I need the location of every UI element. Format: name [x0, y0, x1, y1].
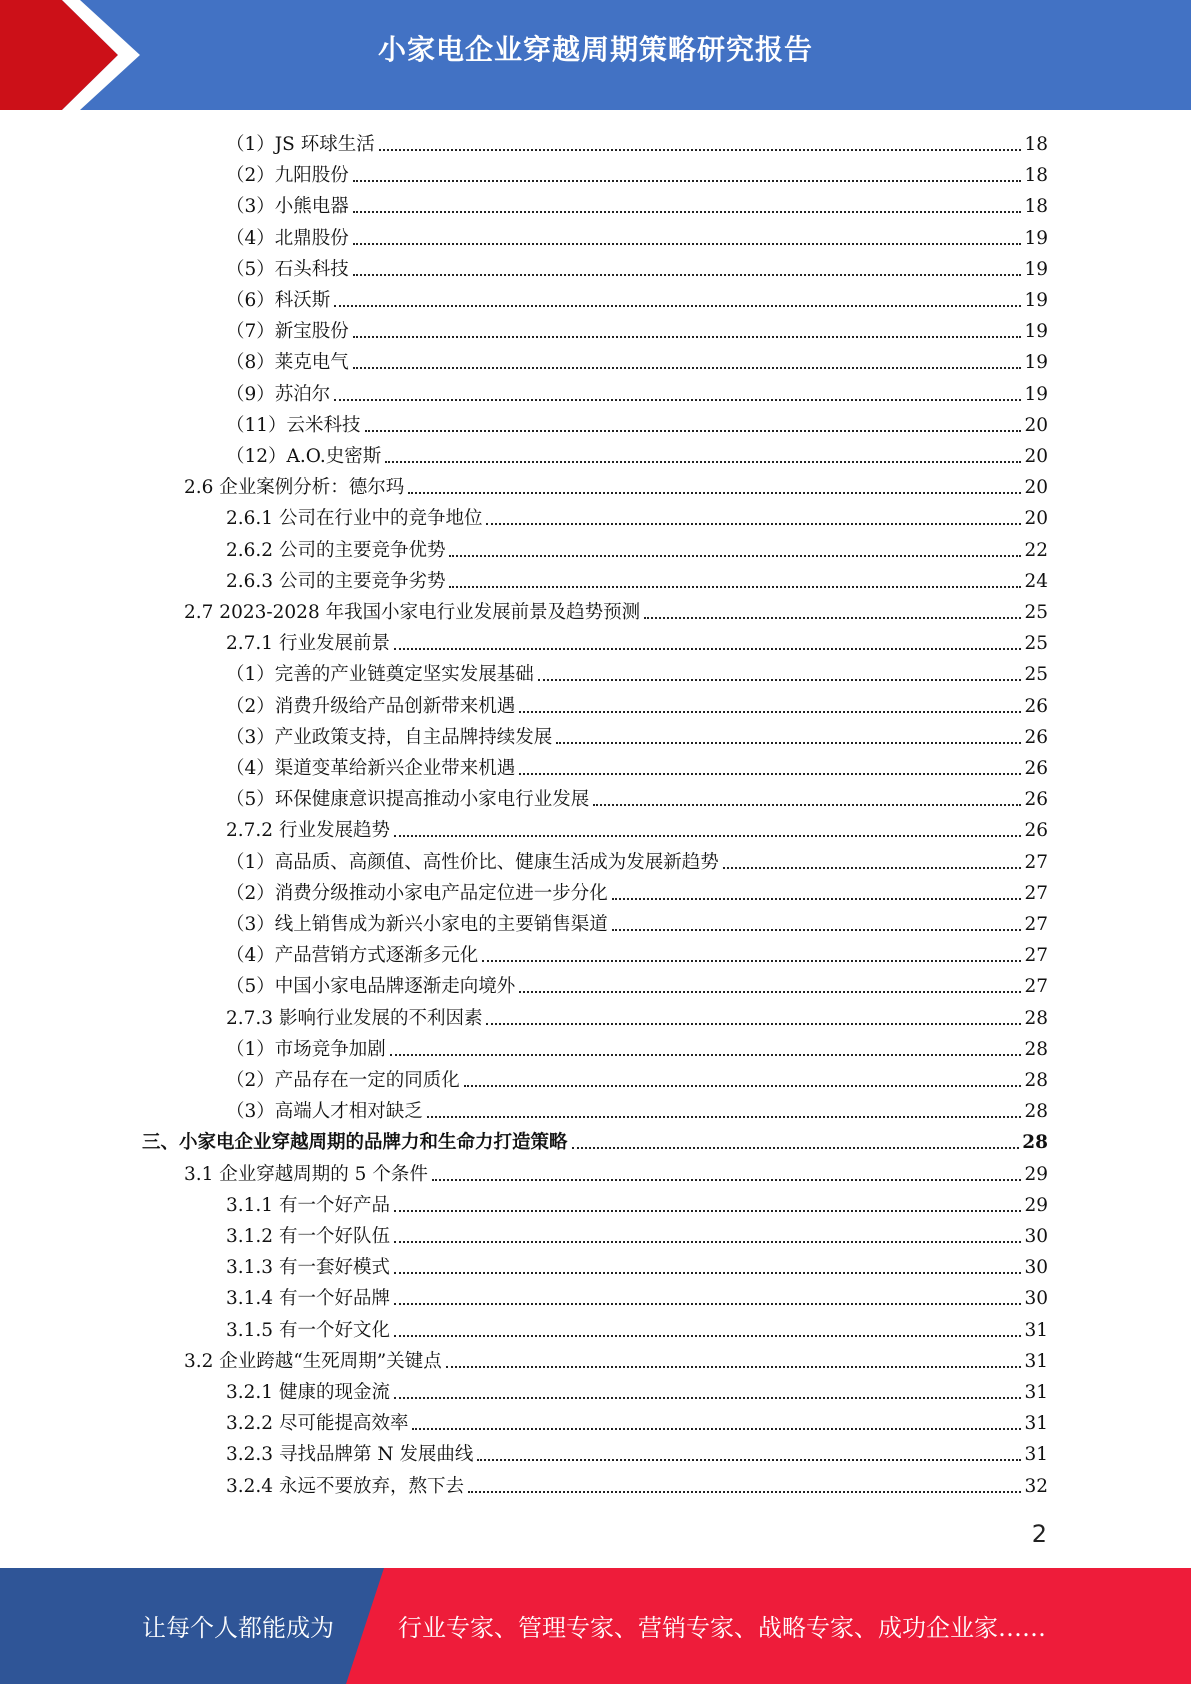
- toc-entry[interactable]: [226, 1470, 1048, 1500]
- toc-entry[interactable]: [226, 128, 1048, 158]
- toc-entry-page: 20: [1024, 414, 1048, 436]
- toc-leader-dots: [365, 430, 1022, 432]
- toc-entry[interactable]: [226, 1314, 1048, 1344]
- toc-entry[interactable]: [226, 877, 1048, 907]
- report-title: 小家电企业穿越周期策略研究报告: [377, 33, 813, 66]
- toc-entry[interactable]: [226, 1251, 1048, 1281]
- toc-entry[interactable]: [226, 346, 1048, 376]
- toc-leader-dots: [394, 1241, 1021, 1243]
- toc-entry-page: 27: [1024, 851, 1048, 873]
- toc-leader-dots: [593, 804, 1021, 806]
- toc-entry-title: （9）苏泊尔: [226, 383, 331, 405]
- toc-entry-title: 2.7.3 影响行业发展的不利因素: [226, 1007, 483, 1029]
- toc-entry-title: （11）云米科技: [226, 414, 361, 436]
- toc-entry-page: 30: [1024, 1257, 1048, 1279]
- toc-leader-dots: [385, 461, 1021, 463]
- toc-entry-page: 18: [1024, 196, 1048, 218]
- toc-entry-page: 19: [1024, 227, 1048, 249]
- toc-entry-page: 20: [1024, 446, 1048, 467]
- toc-leader-dots: [468, 1491, 1021, 1493]
- page-footer: [0, 1568, 1191, 1684]
- toc-leader-dots: [432, 1179, 1022, 1181]
- toc-entry[interactable]: [226, 284, 1048, 314]
- toc-leader-dots: [572, 1147, 1020, 1149]
- toc-entry-page: 28: [1024, 1038, 1048, 1060]
- toc-entry-page: 22: [1024, 539, 1048, 561]
- toc-entry-page: 29: [1024, 1163, 1048, 1185]
- toc-leader-dots: [394, 1272, 1021, 1274]
- toc-entry-title: （3）产业政策支持，自主品牌持续发展: [226, 726, 553, 748]
- footer-slogan-left: 让每个人都能成为: [142, 1614, 334, 1642]
- toc-entry[interactable]: [226, 814, 1048, 844]
- toc-entry-title: 2.6.1 公司在行业中的竞争地位: [226, 508, 483, 530]
- toc-entry[interactable]: [142, 1126, 1048, 1156]
- toc-entry[interactable]: [226, 783, 1048, 813]
- toc-entry-title: 3.2.1 健康的现金流: [226, 1382, 390, 1403]
- toc-entry-page: 26: [1024, 695, 1048, 717]
- toc-entry-page: 18: [1024, 165, 1048, 187]
- toc-leader-dots: [612, 898, 1022, 900]
- toc-entry-title: （1）市场竞争加剧: [226, 1038, 386, 1060]
- toc-entry[interactable]: [226, 908, 1048, 938]
- toc-entry-title: 2.7.1 行业发展前景: [226, 633, 390, 655]
- toc-entry[interactable]: [226, 1064, 1048, 1094]
- toc-entry-page: 32: [1024, 1475, 1048, 1497]
- toc-leader-dots: [556, 742, 1021, 744]
- toc-entry-title: 2.7 2023-2028 年我国小家电行业发展前景及趋势预测: [184, 602, 641, 623]
- toc-entry-title: 3.1.3 有一套好模式: [226, 1257, 390, 1279]
- toc-entry[interactable]: [184, 1158, 1048, 1188]
- toc-entry-page: 24: [1024, 570, 1048, 592]
- toc-entry-title: （6）科沃斯: [226, 290, 331, 311]
- toc-leader-dots: [427, 1116, 1022, 1118]
- toc-entry[interactable]: [184, 596, 1048, 626]
- toc-leader-dots: [334, 305, 1021, 307]
- toc-entry[interactable]: [226, 253, 1048, 283]
- toc-entry-title: （3）小熊电器: [226, 196, 349, 218]
- toc-entry-title: 3.2.2 尽可能提高效率: [226, 1413, 409, 1435]
- toc-entry-page: 19: [1024, 352, 1048, 374]
- toc-leader-dots: [449, 555, 1021, 557]
- toc-entry[interactable]: [226, 440, 1048, 470]
- toc-leader-dots: [538, 679, 1022, 681]
- toc-entry-title: （5）石头科技: [226, 258, 349, 280]
- toc-leader-dots: [644, 617, 1021, 619]
- toc-entry-page: 28: [1022, 1132, 1048, 1154]
- toc-leader-dots: [412, 1428, 1021, 1430]
- toc-entry-page: 28: [1024, 1007, 1048, 1029]
- toc-leader-dots: [394, 1397, 1021, 1399]
- toc-entry-title: （8）莱克电气: [226, 352, 349, 374]
- toc-entry-page: 27: [1024, 976, 1048, 998]
- toc-entry[interactable]: [226, 315, 1048, 345]
- toc-leader-dots: [379, 149, 1022, 151]
- toc-leader-dots: [477, 1459, 1021, 1461]
- toc-entry[interactable]: [226, 222, 1048, 252]
- toc-entry-page: 25: [1024, 664, 1048, 686]
- toc-leader-dots: [446, 1366, 1022, 1368]
- toc-entry-title: 3.2.4 永远不要放弃，熬下去: [226, 1475, 464, 1497]
- toc-leader-dots: [486, 523, 1021, 525]
- toc-entry-title: 2.6.3 公司的主要竞争劣势: [226, 570, 446, 592]
- toc-entry[interactable]: [226, 939, 1048, 969]
- toc-leader-dots: [394, 648, 1021, 650]
- toc-leader-dots: [394, 1335, 1021, 1337]
- toc-entry-title: （2）产品存在一定的同质化: [226, 1070, 460, 1091]
- toc-entry-page: 25: [1024, 602, 1048, 623]
- toc-entry-title: （2）消费升级给产品创新带来机遇: [226, 695, 516, 717]
- toc-entry-page: 19: [1024, 258, 1048, 280]
- toc-entry-title: （2）九阳股份: [226, 165, 349, 187]
- toc-entry-title: 3.2.3 寻找品牌第 N 发展曲线: [226, 1444, 474, 1466]
- toc-entry[interactable]: [226, 1220, 1048, 1250]
- toc-entry-title: （4）渠道变革给新兴企业带来机遇: [226, 758, 516, 779]
- toc-entry-page: 26: [1024, 758, 1048, 779]
- toc-entry-page: 29: [1024, 1194, 1048, 1216]
- toc-entry-title: 2.6 企业案例分析：德尔玛: [184, 477, 405, 499]
- toc-leader-dots: [449, 586, 1021, 588]
- toc-leader-dots: [353, 243, 1022, 245]
- toc-entry[interactable]: [226, 1002, 1048, 1032]
- toc-entry[interactable]: [226, 627, 1048, 657]
- toc-entry-title: 三、小家电企业穿越周期的品牌力和生命力打造策略: [142, 1132, 568, 1154]
- toc-leader-dots: [408, 492, 1021, 494]
- toc-entry-title: 3.1.1 有一个好产品: [226, 1194, 390, 1216]
- toc-leader-dots: [482, 960, 1021, 962]
- toc-entry-title: 3.1.4 有一个好品牌: [226, 1288, 390, 1310]
- toc-entry-page: 30: [1024, 1288, 1048, 1310]
- toc-entry[interactable]: [226, 190, 1048, 220]
- toc-entry[interactable]: [226, 1189, 1048, 1219]
- toc-entry-page: 28: [1024, 1070, 1048, 1091]
- toc-entry[interactable]: [226, 159, 1048, 189]
- toc-leader-dots: [612, 929, 1022, 931]
- toc-entry-page: 27: [1024, 882, 1048, 904]
- toc-entry-title: 3.1 企业穿越周期的 5 个条件: [184, 1163, 428, 1185]
- toc-entry-title: （5）中国小家电品牌逐渐走向境外: [226, 976, 516, 998]
- toc-leader-dots: [353, 367, 1022, 369]
- toc-entry-page: 31: [1024, 1413, 1048, 1435]
- toc-entry-page: 25: [1024, 633, 1048, 655]
- toc-leader-dots: [723, 867, 1022, 869]
- toc-leader-dots: [519, 991, 1021, 993]
- toc-entry-title: （4）北鼎股份: [226, 227, 349, 249]
- toc-entry[interactable]: [184, 1345, 1048, 1375]
- toc-entry-title: （2）消费分级推动小家电产品定位进一步分化: [226, 882, 608, 904]
- toc-entry[interactable]: [226, 378, 1048, 408]
- toc-entry-title: （12）A.O.史密斯: [226, 446, 382, 467]
- toc-entry-page: 20: [1024, 477, 1048, 499]
- toc-leader-dots: [464, 1085, 1022, 1087]
- toc-entry[interactable]: [226, 690, 1048, 720]
- toc-entry[interactable]: [226, 1033, 1048, 1063]
- toc-entry-title: （7）新宝股份: [226, 321, 349, 343]
- toc-entry-page: 26: [1024, 820, 1048, 842]
- toc-entry-title: 3.1.5 有一个好文化: [226, 1319, 390, 1341]
- toc-leader-dots: [394, 835, 1021, 837]
- toc-leader-dots: [519, 773, 1021, 775]
- toc-entry-page: 18: [1024, 134, 1048, 155]
- toc-leader-dots: [394, 1210, 1021, 1212]
- toc-entry[interactable]: [184, 471, 1048, 501]
- toc-entry-page: 26: [1024, 789, 1048, 811]
- page-number: 2: [1031, 1520, 1047, 1548]
- toc-entry[interactable]: [226, 1282, 1048, 1312]
- toc-entry-page: 31: [1024, 1350, 1048, 1372]
- toc-entry[interactable]: [226, 565, 1048, 595]
- toc-entry-page: 26: [1024, 726, 1048, 748]
- toc-leader-dots: [390, 1054, 1022, 1056]
- toc-entry-page: 31: [1024, 1382, 1048, 1403]
- toc-entry-title: （1）JS 环球生活: [226, 134, 375, 155]
- toc-entry-title: （5）环保健康意识提高推动小家电行业发展: [226, 789, 590, 811]
- toc-entry-title: （3）高端人才相对缺乏: [226, 1101, 423, 1123]
- toc-entry-page: 30: [1024, 1226, 1048, 1247]
- toc-entry-page: 19: [1024, 290, 1048, 311]
- toc-entry-page: 28: [1024, 1101, 1048, 1123]
- toc-entry[interactable]: [226, 1407, 1048, 1437]
- toc-entry-page: 31: [1024, 1319, 1048, 1341]
- toc-leader-dots: [353, 274, 1022, 276]
- page-header: [0, 0, 1191, 110]
- toc-entry-title: 2.6.2 公司的主要竞争优势: [226, 539, 446, 561]
- toc-entry-title: 3.1.2 有一个好队伍: [226, 1226, 390, 1247]
- toc-entry[interactable]: [226, 409, 1048, 439]
- toc-entry[interactable]: [226, 1095, 1048, 1125]
- toc-entry[interactable]: [226, 721, 1048, 751]
- toc-entry[interactable]: [226, 658, 1048, 688]
- toc-entry-title: 2.7.2 行业发展趋势: [226, 820, 390, 842]
- toc-entry[interactable]: [226, 846, 1048, 876]
- toc-entry[interactable]: [226, 1376, 1048, 1406]
- toc-entry-page: 20: [1024, 508, 1048, 530]
- toc-entry[interactable]: [226, 970, 1048, 1000]
- toc-entry-page: 27: [1024, 945, 1048, 967]
- toc-entry[interactable]: [226, 1438, 1048, 1468]
- toc-entry-page: 19: [1024, 321, 1048, 343]
- toc-entry[interactable]: [226, 534, 1048, 564]
- toc-entry-title: （1）高品质、高颜值、高性价比、健康生活成为发展新趋势: [226, 851, 719, 873]
- toc-entry-page: 31: [1024, 1444, 1048, 1466]
- toc-entry-title: （3）线上销售成为新兴小家电的主要销售渠道: [226, 914, 608, 935]
- toc-leader-dots: [486, 1023, 1021, 1025]
- toc-entry-title: （1）完善的产业链奠定坚实发展基础: [226, 664, 534, 686]
- toc-entry-title: 3.2 企业跨越“生死周期”关键点: [184, 1350, 442, 1372]
- footer-slogan-right: 行业专家、管理专家、营销专家、战略专家、成功企业家……: [398, 1614, 1046, 1642]
- toc-entry[interactable]: [226, 502, 1048, 532]
- toc-entry-page: 19: [1024, 383, 1048, 405]
- toc-leader-dots: [353, 180, 1022, 182]
- toc-leader-dots: [519, 711, 1021, 713]
- toc-leader-dots: [334, 399, 1021, 401]
- toc-leader-dots: [353, 336, 1022, 338]
- toc-leader-dots: [394, 1303, 1021, 1305]
- toc-entry-page: 27: [1024, 914, 1048, 935]
- toc-entry[interactable]: [226, 752, 1048, 782]
- toc-leader-dots: [353, 211, 1022, 213]
- toc-entry-title: （4）产品营销方式逐渐多元化: [226, 945, 479, 967]
